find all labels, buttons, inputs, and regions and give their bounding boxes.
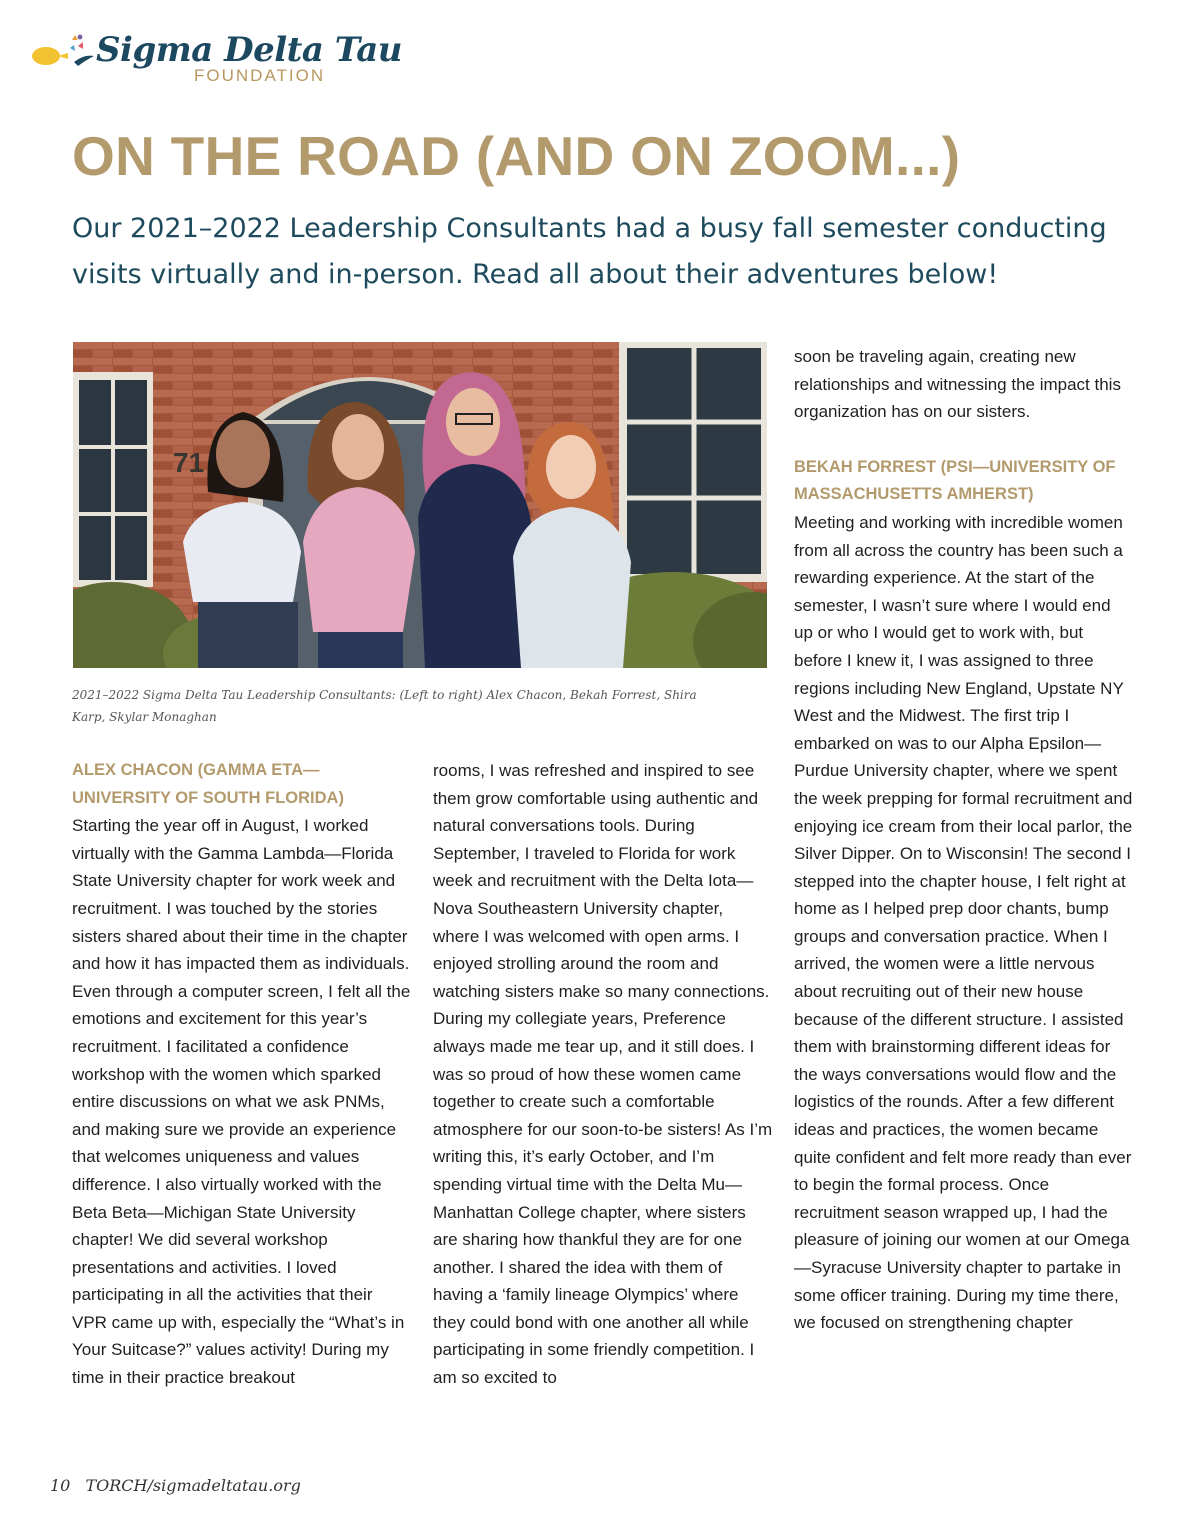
consultants-photo	[73, 342, 767, 668]
section-body-alex-part1: Starting the year off in August, I worked virtually with the Gamma Lambda—Florida State University chapter for work week and recruitment. I was touched by the stories sisters shared about their time in the chapter and how it has impacted them as individuals. Even through a computer screen, I felt all the emotions and excitement for this year’s recruitment. I facilitated a confidence workshop with the women which sparked entire discussions on what we ask PNMs, and making sure we provide an experience that welcomes uniqueness and values difference. I also virtually worked with the Beta Beta—Michigan State University chapter! We did several workshop presentations and activities. I loved participating in all the activities that their VPR came up with, especially the “What’s in Your Suitcase?” values activity! During my time in their practice breakout	[72, 816, 411, 1388]
column-2	[433, 757, 773, 1392]
section-body-alex-part3: soon be traveling again, creating new relationships and witnessing the impact this organization has on our sisters.	[794, 347, 1121, 422]
footer-publication: TORCH/sigmadeltatau.org	[85, 1476, 301, 1495]
section-body-alex-part2: rooms, I was refreshed and inspired to see them grow comfortable using authentic and natural conversations tools. During September, I traveled to Florida for work week and recruitment with the Delta Iota—Nova Southeastern University chapter, where I was welcomed with open arms. I enjoyed strolling around the room and watching sisters make so many connections. During my collegiate years, Preference always made me tear up, and it still does. I was so proud of how these women came together to create such a comfortable atmosphere for our soon-to-be sisters! As I’m writing this, it’s early October, and I’m spending virtual time with the Delta Mu—Manhattan College chapter, where sisters are sharing how thankful they are for one another. I shared the idea with them of having a ‘family lineage Olympics’ where they could bond with one another all while participating in some friendly competition. I am so excited to	[433, 761, 773, 1388]
section-body-bekah: Meeting and working with incredible women from all across the country has been such a rewarding experience. At the start of the semester, I wasn’t sure where I would end up or who I would get to work with, but before I knew it, I was assigned to three regions including New England, Upstate NY West and the Midwest. The first trip I embarked on was to our Alpha Epsilon—Purdue University chapter, where we spent the week prepping for formal recruitment and enjoying ice cream from their local parlor, the Silver Dipper. On to Wisconsin! The second I stepped into the chapter house, I felt right at home as I helped prep door chants, bump groups and conversation practice. When I arrived, the women were a little nervous about recruiting out of their new house because of the different structure. I assisted them with brainstorming different ideas for the ways conversations would flow and the logistics of the rounds. After a few different ideas and practices, the women became quite confident and felt more ready than ever to begin the formal process. Once recruitment season wrapped up, I had the pleasure of joining our women at our Omega—Syracuse University chapter to partake in some officer training. During my time there, we focused on strengthening chapter	[794, 512, 1133, 1333]
foundation-logo	[28, 22, 402, 88]
section-heading-alex-chacon: ALEX CHACON (GAMMA ETA—UNIVERSITY OF SOUTH FLORIDA)	[72, 761, 344, 807]
column-1	[72, 757, 412, 1392]
page-footer	[50, 1476, 301, 1495]
page-number: 10	[50, 1476, 71, 1495]
column-3	[794, 343, 1134, 1337]
photo-caption: 2021–2022 Sigma Delta Tau Leadership Consultants: (Left to right) Alex Chacon, Bekah Forrest, Shira Karp, Skylar Monaghan	[72, 688, 697, 724]
sun-torch-icon	[28, 32, 98, 76]
logo-wordmark: Sigma Delta Tau	[96, 30, 402, 70]
article-title: ON THE ROAD (AND ON ZOOM...)	[72, 125, 961, 187]
section-heading-bekah-forrest: BEKAH FORREST (PSI—UNIVERSITY OF MASSACHUSETTS AMHERST)	[794, 457, 1116, 504]
article-intro: Our 2021–2022 Leadership Consultants had a busy fall semester conducting visits virtually and in-person. Read all about their adventures below!	[72, 213, 1107, 290]
svg-text:71: 71	[173, 447, 205, 478]
logo-foundation-label: FOUNDATION	[194, 66, 326, 85]
